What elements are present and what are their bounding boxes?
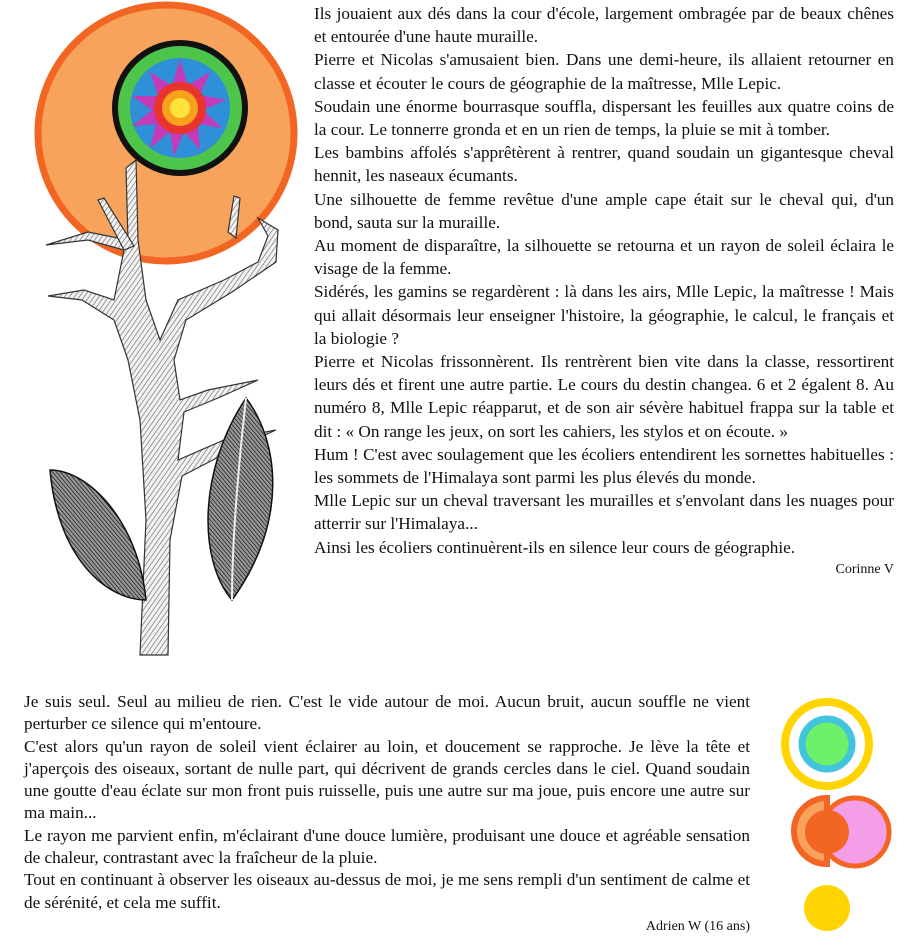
paragraph: Mlle Lepic sur un cheval traversant les murailles et s'envolant dans les nuages pour atterrir sur l'Himalaya... (314, 491, 894, 534)
orange-circle-icon (805, 810, 849, 854)
cyan-ring-icon (802, 719, 852, 769)
paragraph: Ils jouaient aux dés dans la cour d'école, largement ombragée par de beaux chênes et entourée d'une haute muraille. (314, 4, 894, 47)
story-corinne (314, 2, 894, 580)
tree-sun-illustration (28, 0, 308, 660)
paragraph: Ainsi les écoliers continuèrent-ils en silence leur cours de géographie. (314, 537, 796, 557)
author-signature: Corinne V (835, 561, 894, 577)
left-leaf-icon (50, 470, 146, 600)
right-leaf-icon (208, 398, 273, 600)
paragraph: Au moment de disparaître, la silhouette se retourna et un rayon de soleil éclaira le visage de la femme. (314, 236, 894, 279)
paragraph: Une silhouette de femme revêtue d'une ample cape était sur le cheval qui, d'un bond, sauta sur la muraille. (314, 189, 894, 232)
paragraph: Soudain une énorme bourrasque souffla, dispersant les feuilles aux quatre coins de la cour. Le tonnerre gronda et en un rien de temps, la pluie se mit à tomber. (314, 96, 894, 140)
paragraph: Tout en continuant à observer les oiseaux au-dessus de moi, je me sens rempli d'un sentiment de calme et de sérénité, et cela me suffit. (24, 870, 750, 912)
author-signature: Adrien W (16 ans) (645, 918, 750, 934)
paragraph: Hum ! C'est avec soulagement que les écoliers entendirent les sornettes habituelles : les sommets de l'Himalaya sont parmi les plus élevés du monde. (314, 444, 894, 488)
paragraph: Pierre et Nicolas frissonnèrent. Ils rentrèrent bien vite dans la classe, ressortirent leurs dés et firent une autre partie. Le cours du destin changea. 6 et 2 égalent 8. Au numéro 8, Mlle Lepic réapparut, et de son air sévère habituel frappa sur la table et dit : « On range les jeux, on sort les cahiers, les stylos et on écoute. » (314, 352, 894, 441)
paragraph: Je suis seul. Seul au milieu de rien. C'est le vide autour de moi. Aucun bruit, aucun souffle ne vient perturber ce silence qui m'entoure. (24, 692, 750, 734)
paragraph: Le rayon me parvient enfin, m'éclairant d'une douce lumière, produisant une douce et agréable sensation de chaleur, contrastant avec la fraîcheur de la pluie. (24, 825, 750, 868)
mandala-icon (112, 40, 248, 176)
story-adrien (24, 691, 750, 937)
paragraph: Pierre et Nicolas s'amusaient bien. Dans une demi-heure, ils allaient retourner en classe et écouter le cours de géographie de la maîtresse, Mlle Lepic. (314, 50, 894, 93)
paragraph: C'est alors qu'un rayon de soleil vient éclairer au loin, et doucement se rapproche. Je lève la tête et j'aperçois des oiseaux, sortant de nulle part, qui décrivent de grands cercles dans le ciel. Quand soudain une goutte d'eau éclate sur mon front puis ruisselle, puis une autre sur ma joue, puis encore une autre sur ma main... (24, 736, 750, 823)
paragraph: Les bambins affolés s'apprêtèrent à rentrer, quand soudain un gigantesque cheval hennit, les naseaux écumants. (314, 143, 894, 186)
circles-illustration (770, 692, 900, 942)
paragraph: Sidérés, les gamins se regardèrent : là dans les airs, Mlle Lepic, la maîtresse ! Mais qui allait désormais leur enseigner l'histoire, la géographie, le calcul, le français et la biologie ? (314, 282, 894, 348)
yellow-circle-icon (804, 885, 850, 931)
